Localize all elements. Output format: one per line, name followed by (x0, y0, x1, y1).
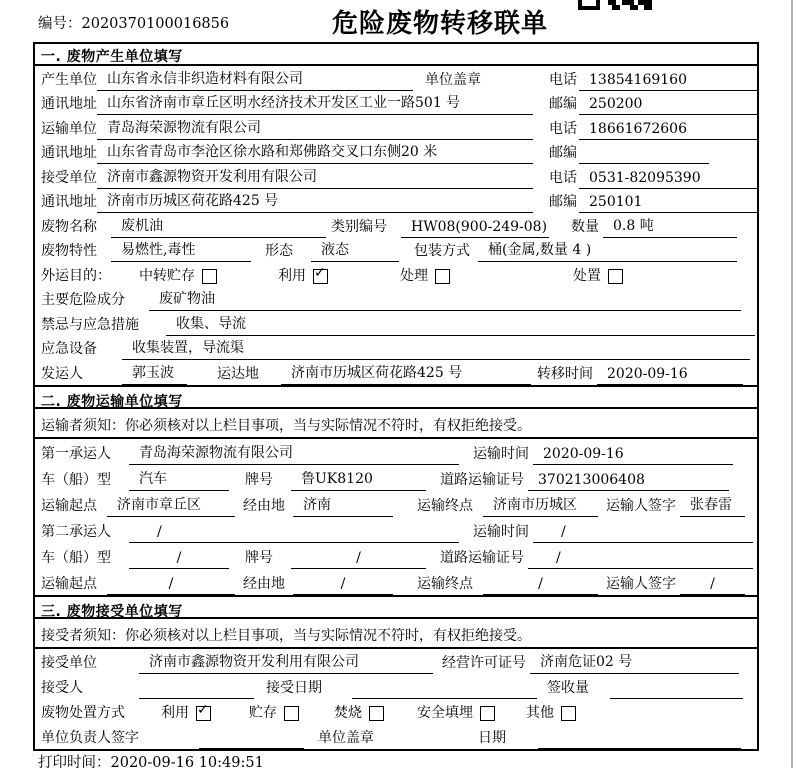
transfer-purpose-row (35, 262, 757, 287)
checkbox-incinerate (369, 706, 384, 721)
carrier-sign-value: / (680, 576, 745, 595)
page-title: 危险废物转移联单 (331, 9, 548, 39)
producer-phone: 13854169160 (579, 72, 757, 91)
purpose-option-treat (400, 265, 450, 287)
disposal-method-label: 废物处置方式 (41, 704, 125, 721)
transporter-phone: 18661672606 (579, 121, 757, 140)
responsible-sign-row (35, 724, 757, 749)
emergency-equipment-row (35, 336, 757, 361)
quantity-label: 数量 (571, 218, 599, 235)
producer-value: 山东省永信非织造材料有限公司 (97, 68, 413, 91)
second-carrier-row (35, 517, 757, 543)
emergency-equipment-label: 应急设备 (41, 341, 97, 357)
print-time-label: 打印时间： (38, 755, 111, 768)
quantity-value: 0.8 吨 (603, 215, 737, 238)
vehicle-type-value: / (129, 550, 229, 569)
zip-label: 邮编 (549, 145, 577, 161)
route-end-label: 运输终点 (417, 497, 473, 514)
date-label: 日期 (478, 729, 506, 746)
carrier-sign-label: 运输人签字 (606, 575, 676, 592)
second-carrier-label: 第二承运人 (41, 523, 111, 540)
print-time (38, 751, 264, 768)
document-number-value: 2020370100016856 (81, 16, 230, 32)
option-label: 其他 (526, 704, 554, 721)
destination-label: 运达地 (217, 365, 259, 382)
main-hazard-value: 废矿物油 (149, 288, 741, 311)
phone-label: 电话 (549, 120, 577, 137)
via-value: 济南 (293, 494, 393, 517)
option-label: 焚烧 (334, 704, 362, 721)
vehicle-type-label: 车（船）型 (41, 549, 111, 566)
checkbox-utilize-checked: ✓ (196, 706, 211, 721)
via-value: / (293, 576, 393, 595)
phone-label: 电话 (549, 71, 577, 88)
accepting-unit-label: 接受单位 (41, 654, 97, 671)
section3-header: 三. 废物接受单位填写 (35, 595, 757, 619)
transfer-time-value: 2020-09-16 (597, 366, 743, 385)
form-label: 形态 (265, 243, 293, 259)
option-label: 利用 (278, 267, 306, 284)
route-row-2 (35, 569, 757, 595)
destination-value: 济南市历城区荷花路425 号 (281, 362, 531, 385)
accepting-unit-row (35, 649, 757, 674)
plate-value: 鲁UK8120 (291, 468, 426, 491)
route-end-label: 运输终点 (417, 575, 473, 592)
transporter-address: 山东省青岛市李沧区徐水路和郑佛路交叉口东侧20 米 (97, 141, 533, 164)
disposal-option-utilize (161, 702, 211, 724)
received-qty-label: 签收量 (547, 679, 589, 696)
transporter-notice: 运输者须知：你必须核对以上栏目事项，当与实际情况不符时，有权拒绝接受。 (35, 409, 757, 439)
disposal-option-incinerate (334, 702, 384, 724)
plate-label: 牌号 (245, 471, 273, 488)
route-start-value: / (107, 576, 235, 595)
waste-name-value: 废机油 (111, 215, 326, 238)
route-end-value: 济南市历城区 (483, 494, 598, 517)
option-label: 中转贮存 (139, 267, 195, 284)
checkbox-utilize-checked: ✓ (313, 269, 328, 284)
receiver-phone: 0531-82095390 (579, 170, 757, 189)
carrier-sign-label: 运输人签字 (606, 497, 676, 514)
form-value: 液态 (311, 239, 399, 262)
accepting-unit-value: 济南市鑫源物资开发利用有限公司 (139, 651, 433, 674)
carrier-sign-value: 张春雷 (680, 494, 745, 517)
route-row-1 (35, 491, 757, 517)
producer-label: 产生单位 (41, 71, 97, 88)
license-label: 经营许可证号 (442, 654, 526, 671)
dispatcher-value: 郭玉波 (122, 362, 187, 385)
road-permit-value: 370213006408 (528, 472, 729, 491)
transport-time-label: 运输时间 (473, 523, 529, 540)
accepting-person-row (35, 674, 757, 699)
category-code-value: HW08(900-249-08) (401, 219, 549, 238)
print-time-value: 2020-09-16 10:49:51 (110, 755, 264, 768)
transporter-row (35, 115, 757, 140)
route-end-value: / (483, 576, 598, 595)
route-start-label: 运输起点 (41, 575, 97, 592)
first-carrier-label: 第一承运人 (41, 445, 111, 462)
checkbox-other (561, 706, 576, 721)
disposal-option-landfill (417, 702, 495, 724)
packing-label: 包装方式 (414, 243, 470, 259)
transfer-purpose-label: 外运目的： (41, 267, 111, 284)
checkbox-transfer-storage (202, 269, 217, 284)
transporter-label: 运输单位 (41, 120, 97, 137)
accept-date-value (352, 696, 537, 699)
address-label: 通讯地址 (41, 145, 97, 161)
purpose-option-utilize (278, 265, 328, 287)
zip-label: 邮编 (549, 194, 577, 210)
section2-header: 二. 废物运输单位填写 (35, 385, 757, 409)
unit-stamp-label: 单位盖章 (318, 729, 374, 746)
manifest-form-table (33, 42, 759, 751)
road-permit-label: 道路运输证号 (440, 549, 524, 566)
emergency-equipment-value: 收集装置，导流渠 (122, 337, 750, 360)
purpose-option-transfer-storage (139, 265, 217, 287)
disposal-option-other (526, 702, 576, 724)
phone-label: 电话 (549, 169, 577, 186)
dispatcher-label: 发运人 (41, 365, 83, 382)
transporter-address-row (35, 140, 757, 165)
page-edge-line (791, 0, 793, 768)
option-label: 处置 (573, 267, 601, 284)
option-label: 贮存 (249, 704, 277, 721)
vehicle-row-1 (35, 465, 757, 491)
date-value (538, 746, 741, 749)
qr-code-fragment (578, 0, 652, 10)
disposal-option-storage (249, 702, 299, 724)
via-label: 经由地 (243, 497, 285, 514)
license-value: 济南危证02 号 (530, 651, 739, 674)
transport-time-value: 2020-09-16 (533, 446, 733, 465)
road-permit-value: / (528, 550, 753, 569)
producer-zip: 250200 (579, 96, 757, 115)
waste-name-label: 废物名称 (41, 218, 97, 235)
category-code-label: 类别编号 (331, 218, 387, 235)
transfer-time-label: 转移时间 (537, 365, 593, 382)
plate-value: / (291, 550, 426, 569)
receiver-row (35, 164, 757, 189)
taboo-measures-label: 禁忌与应急措施 (41, 316, 139, 333)
accept-date-label: 接受日期 (266, 679, 322, 696)
purpose-option-dispose (573, 265, 623, 287)
waste-property-value: 易燃性,毒性 (111, 239, 251, 262)
taboo-measures-row (35, 311, 757, 336)
checkbox-dispose (608, 269, 623, 284)
disposal-method-row (35, 699, 757, 724)
producer-address: 山东省济南市章丘区明水经济技术开发区工业一路501 号 (97, 92, 533, 115)
waste-property-label: 废物特性 (41, 243, 97, 259)
option-label: 安全填埋 (417, 704, 473, 721)
section1-header: 一. 废物产生单位填写 (35, 44, 757, 66)
checkbox-treat (435, 269, 450, 284)
unit-stamp-label: 单位盖章 (425, 71, 481, 88)
transport-time-label: 运输时间 (473, 445, 529, 462)
dispatcher-row (35, 360, 757, 385)
waste-name-row (35, 213, 757, 238)
address-label: 通讯地址 (41, 194, 97, 210)
checkbox-storage (284, 706, 299, 721)
zip-label: 邮编 (549, 96, 577, 112)
route-start-value: 济南市章丘区 (107, 494, 235, 517)
address-label: 通讯地址 (41, 96, 97, 112)
main-hazard-row (35, 287, 757, 312)
receiver-zip: 250101 (579, 194, 757, 213)
taboo-measures-value: 收集、导流 (166, 313, 755, 336)
received-qty-value (610, 696, 743, 699)
first-carrier-row (35, 439, 757, 465)
accepting-person-value (139, 696, 254, 699)
option-label: 处理 (400, 267, 428, 284)
vehicle-type-label: 车（船）型 (41, 471, 111, 488)
receiver-value: 济南市鑫源物资开发利用有限公司 (97, 166, 533, 189)
receiver-address: 济南市历城区荷花路425 号 (97, 190, 533, 213)
responsible-sign-label: 单位负责人签字 (41, 729, 139, 746)
via-label: 经由地 (243, 575, 285, 592)
second-carrier-value: / (129, 524, 459, 543)
producer-address-row (35, 91, 757, 116)
plate-label: 牌号 (245, 549, 273, 566)
producer-row (35, 66, 757, 91)
responsible-sign-value (199, 746, 304, 749)
road-permit-label: 道路运输证号 (440, 471, 524, 488)
main-hazard-label: 主要危险成分 (41, 292, 125, 308)
transporter-value: 青岛海荣源物流有限公司 (97, 117, 533, 140)
checkbox-landfill (480, 706, 495, 721)
option-label: 利用 (161, 704, 189, 721)
receiver-notice: 接受者须知：你必须核对以上栏目事项，当与实际情况不符时，有权拒绝接受。 (35, 619, 757, 649)
route-start-label: 运输起点 (41, 497, 97, 514)
waste-property-row (35, 238, 757, 263)
document-number-label: 编号： (38, 16, 82, 32)
packing-value: 桶(金属,数量 4 ) (478, 239, 737, 262)
transporter-zip (579, 161, 709, 164)
vehicle-row-2 (35, 543, 757, 569)
first-carrier-value: 青岛海荣源物流有限公司 (129, 442, 459, 465)
transport-time-value: / (533, 524, 753, 543)
receiver-address-row (35, 189, 757, 214)
accepting-person-label: 接受人 (41, 679, 83, 696)
vehicle-type-value: 汽车 (129, 468, 229, 491)
receiver-label: 接受单位 (41, 169, 97, 186)
